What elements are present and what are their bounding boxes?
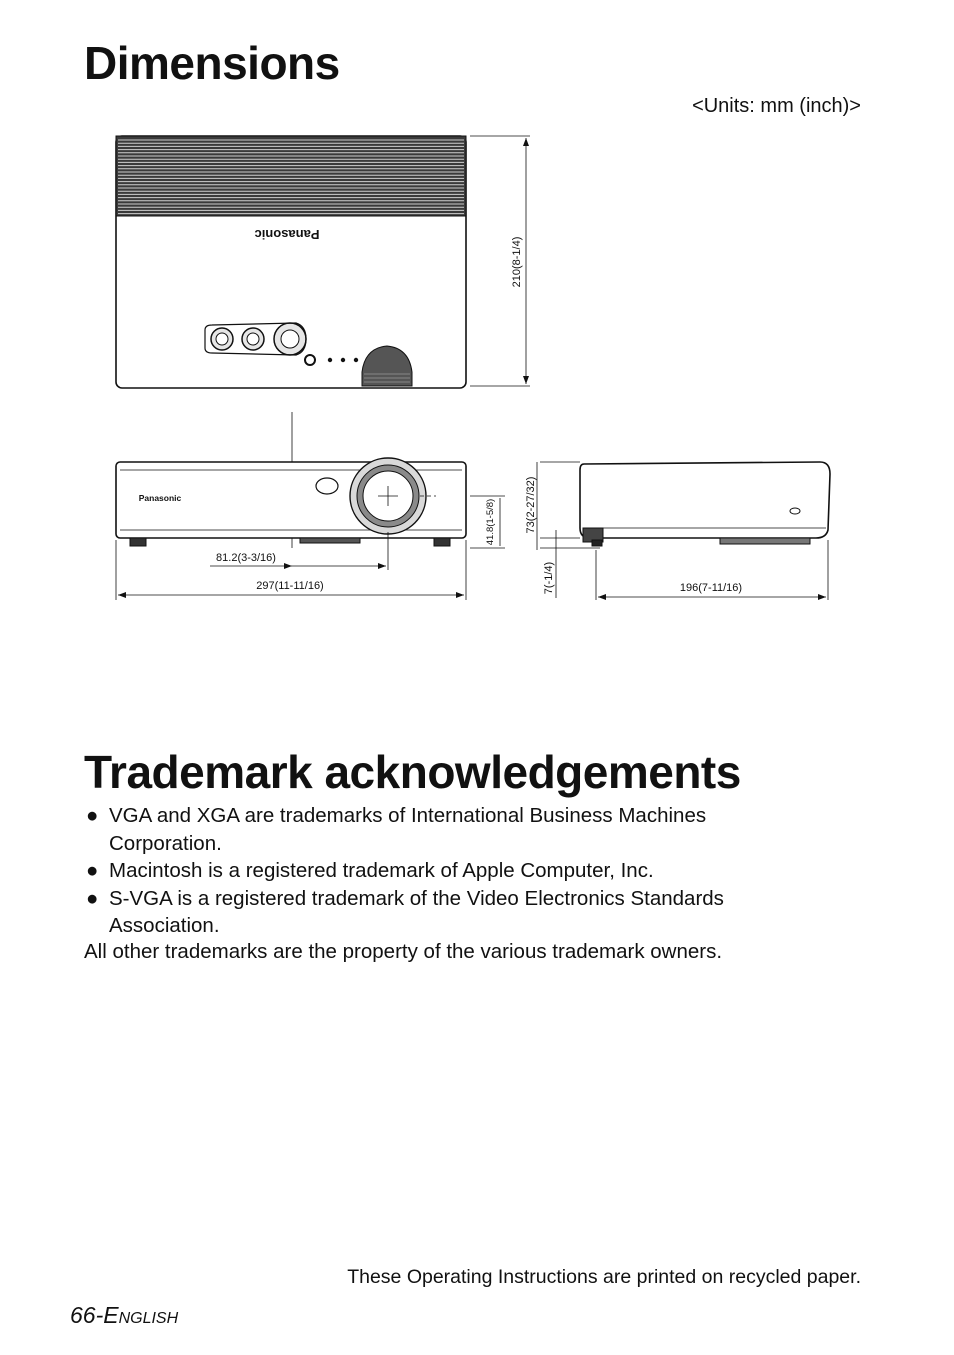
width-label: 297(11-11/16) <box>256 580 324 592</box>
brand-logo-upside-down: Panasonic <box>254 227 320 242</box>
trademark-heading: Trademark acknowledgements <box>84 746 741 798</box>
bullet-icon: ● <box>86 886 99 910</box>
trademark-list <box>84 802 824 940</box>
trademark-text: VGA and XGA are trademarks of International Business Machines Corporation. <box>109 804 707 855</box>
foot-label: 7(-1/4) <box>543 561 555 595</box>
page-language: English <box>103 1302 179 1328</box>
bullet-icon: ● <box>86 859 99 882</box>
brand-logo-front: Panasonic <box>138 493 182 503</box>
control-buttons <box>205 323 306 355</box>
bullet-icon: ● <box>86 804 99 827</box>
top-view <box>116 136 530 388</box>
front-view <box>116 412 505 600</box>
lens-height-label: 41.8(1-5/8) <box>485 498 496 546</box>
lens-offset-label: 81.2(3-3/16) <box>216 552 276 564</box>
trademark-text: Macintosh is a registered trademark of Apple Computer, Inc. <box>109 859 654 882</box>
height-label: 73(2-27/32) <box>525 476 537 534</box>
dimensions-heading: Dimensions <box>84 37 340 89</box>
page-number <box>70 1302 178 1329</box>
list-item <box>84 885 824 940</box>
trademark-text: S-VGA is a registered trademark of the Video Electronics Standards Association. <box>109 886 724 937</box>
side-depth-label: 196(7-11/16) <box>679 582 743 594</box>
list-item <box>84 857 824 885</box>
page-number-value: 66- <box>70 1302 104 1328</box>
trademark-footer-note: All other trademarks are the property of the various trademark owners. <box>84 940 723 963</box>
side-view <box>537 462 830 600</box>
list-item <box>84 802 824 857</box>
units-note: <Units: mm (inch)> <box>692 95 861 117</box>
recycled-paper-note: These Operating Instructions are printed on recycled paper. <box>347 1266 861 1288</box>
depth-label: 210(8-1/4) <box>511 236 523 288</box>
